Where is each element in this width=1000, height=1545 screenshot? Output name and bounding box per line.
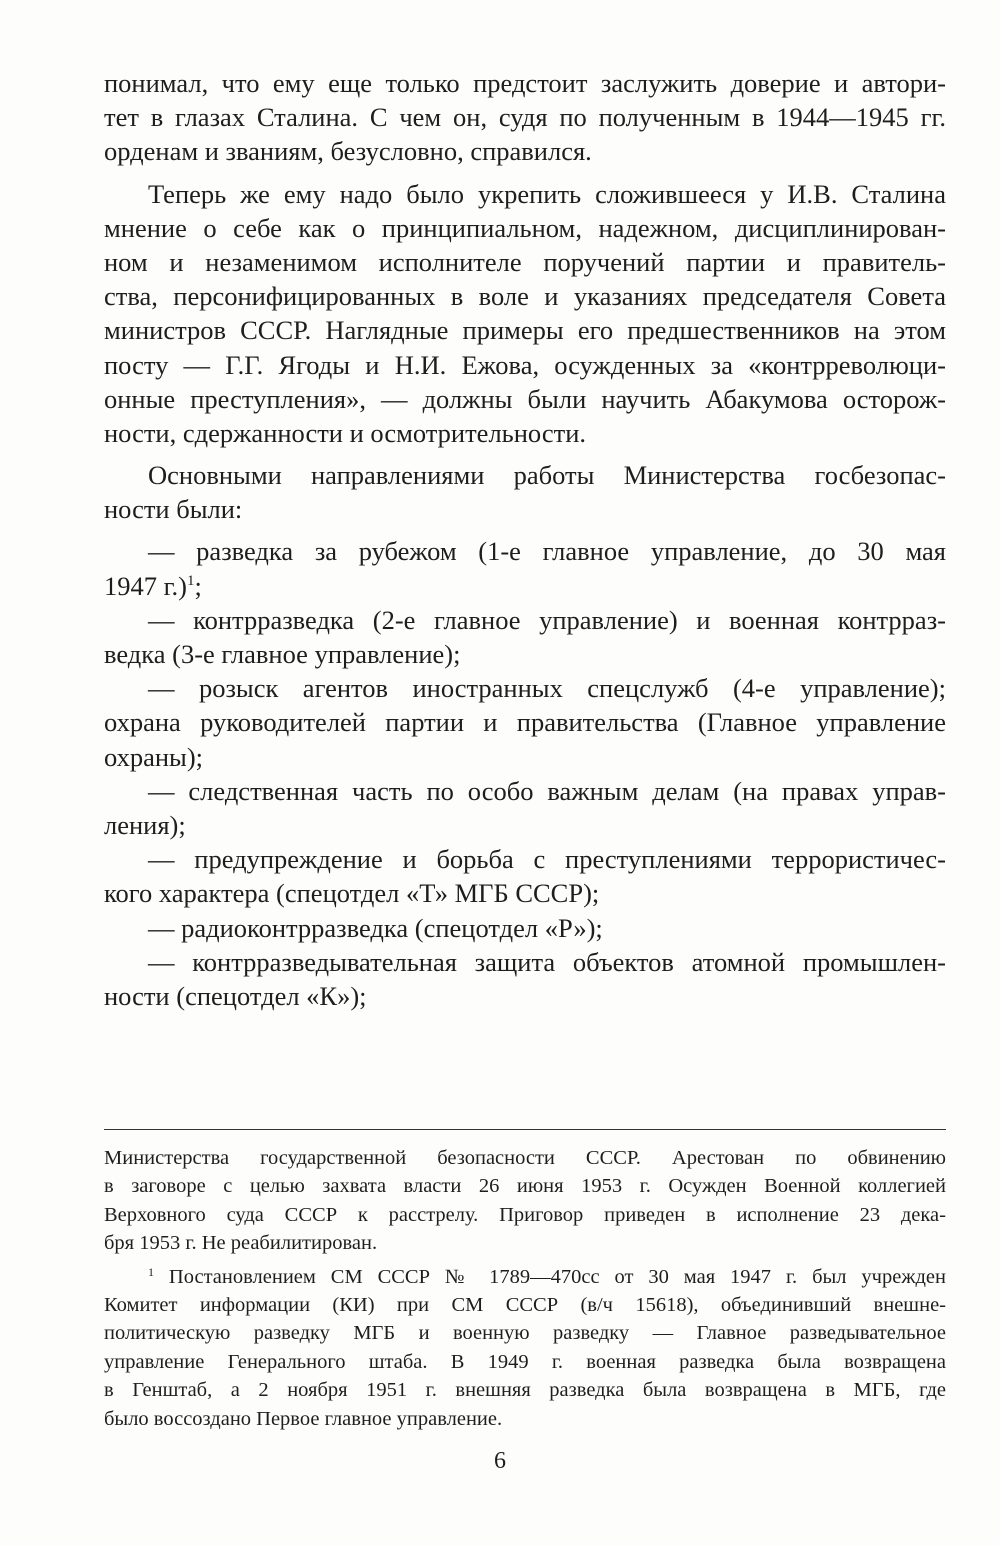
text-line: Основными направлениями работы Министерства госбезопас- <box>148 460 946 491</box>
text-line: — разведка за рубежом (1-е главное управление, до 30 мая <box>148 536 946 567</box>
text-line: — розыск агентов иностранных спецслужб (4-е управление); <box>148 673 946 704</box>
text-line: тет в глазах Сталина. С чем он, судя по полученным в 1944—1945 гг. <box>104 102 946 133</box>
text-line: — радиоконтрразведка (спецотдел «Р»); <box>148 912 603 943</box>
footnote-line: управление Генерального штаба. В 1949 г. военная разведка была возвращена <box>104 1350 946 1373</box>
text-line: ном и незаменимом исполнителе поручений партии и правитель- <box>104 246 946 277</box>
text-line: охраны); <box>104 741 204 772</box>
footnote-ref: 1 <box>186 572 195 589</box>
text-line: — контрразведка (2-е главное управление) и военная контрраз- <box>148 604 946 635</box>
text-line: ведка (3-е главное управление); <box>104 639 461 669</box>
text-line: ности, сдержанности и осмотрительности. <box>104 417 586 448</box>
text-line: министров СССР. Наглядные примеры его предшественников на этом <box>104 315 946 346</box>
text-line: ства, персонифицированных в воле и указаниях председателя Совета <box>104 281 946 312</box>
footnote-line: Министерства государственной безопасности СССР. Арестован по обвинению <box>104 1147 946 1169</box>
text-line: — следственная часть по особо важным делам (на правах управ- <box>148 775 946 806</box>
footnote-line: Комитет информации (КИ) при СМ СССР (в/ч 15618), объединивший внешне- <box>104 1293 946 1316</box>
footnote-line: бря 1953 г. Не реабилитирован. <box>104 1232 378 1255</box>
text-line: посту — Г.Г. Ягоды и Н.И. Ежова, осужденных за «контрреволюци- <box>104 349 946 380</box>
main-text <box>104 66 946 1013</box>
footnote-divider <box>104 1129 946 1130</box>
text-line: — предупреждение и борьба с преступлениями террористичес- <box>148 844 946 875</box>
text-line: онные преступления», — должны были научить Абакумова осторож- <box>104 383 946 414</box>
footnote-line: в Генштаб, а 2 ноября 1951 г. внешняя разведка была возвращена в МГБ, где <box>104 1379 946 1402</box>
text-line: ности были: <box>104 494 243 525</box>
text-line: мнение о себе как о принципиальном, надежном, дисциплинирован- <box>104 212 946 243</box>
footnote-line: в заговоре с целью захвата власти 26 июня 1953 г. Осужден Военной коллегией <box>104 1175 946 1198</box>
text-fragment: ; <box>194 570 202 601</box>
text-line: — контрразведывательная защита объектов атомной промышлен- <box>148 946 946 977</box>
footnote-line <box>104 1263 946 1291</box>
footnote-number: 1 <box>148 1264 154 1279</box>
text-line: орденам и званиям, безусловно, справился. <box>104 136 592 167</box>
text-fragment: Постановлением СМ СССР № 1789—470сс от 30 мая 1947 г. был учрежден <box>168 1265 946 1288</box>
footnote-line: Верховного суда СССР к расстрелу. Приговор приведен в исполнение 23 дека- <box>104 1203 946 1226</box>
text-line: кого характера (спецотдел «Т» МГБ СССР); <box>104 878 600 909</box>
text-line: охрана руководителей партии и правительства (Главное управление <box>104 707 946 738</box>
text-fragment: 1947 г.) <box>104 570 187 601</box>
footnote-line: политическую разведку МГБ и военную разведку — Главное разведывательное <box>104 1322 946 1345</box>
text-line: ления); <box>104 809 186 840</box>
text-line: понимал, что ему еще только предстоит заслужить доверие и автори- <box>104 68 946 98</box>
text-line <box>104 569 946 603</box>
text-line: Теперь же ему надо было укрепить сложившееся у И.В. Сталина <box>148 178 946 209</box>
page-number: 6 <box>494 1448 506 1474</box>
text-line: ности (спецотдел «К»); <box>104 980 367 1011</box>
footnotes <box>104 1144 946 1433</box>
footnote-line: было воссоздано Первое главное управление. <box>104 1407 503 1430</box>
